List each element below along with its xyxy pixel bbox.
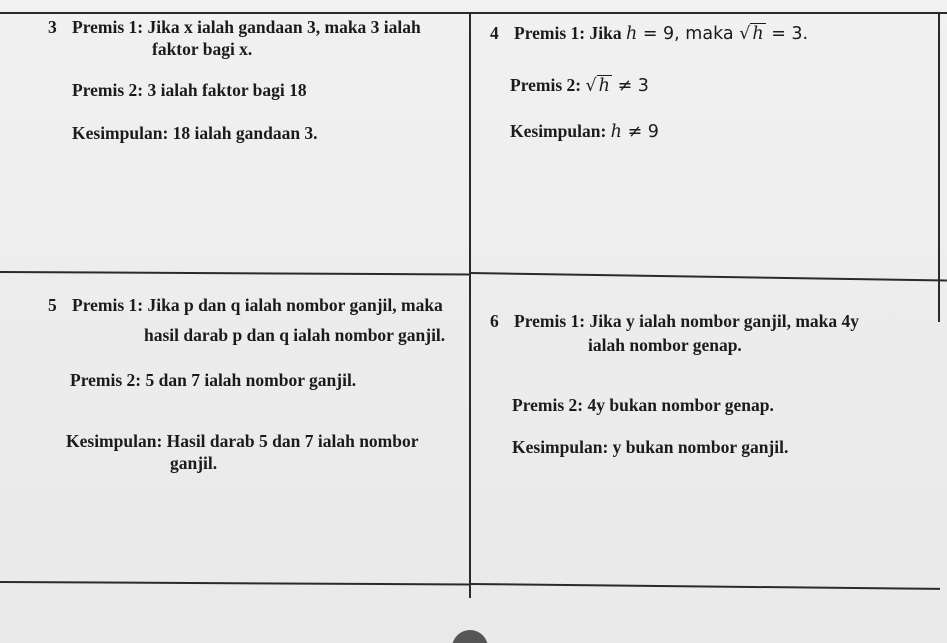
question-5-cell	[48, 294, 463, 574]
question-4-conclusion: Kesimpulan: h ≠ 9	[510, 121, 659, 142]
table-bottom-border-right	[470, 583, 940, 590]
question-5-number: 5	[48, 295, 57, 315]
question-5-premise-2: Premis 2: 5 dan 7 ialah nombor ganjil.	[70, 370, 357, 390]
question-3-conclusion: Kesimpulan: 18 ialah gandaan 3.	[72, 123, 318, 143]
table-bottom-border	[0, 581, 470, 585]
page-binding-mark	[452, 630, 488, 643]
question-5-conclusion-line-1: Kesimpulan: Hasil darab 5 dan 7 ialah nombor	[66, 431, 419, 451]
table-top-border	[0, 12, 947, 14]
question-3-premise-2: Premis 2: 3 ialah faktor bagi 18	[72, 80, 307, 100]
question-6-cell	[490, 310, 935, 570]
table-column-divider	[469, 12, 471, 598]
question-6-number: 6	[490, 311, 499, 331]
question-6-conclusion: Kesimpulan: y bukan nombor ganjil.	[512, 437, 789, 457]
square-root-symbol: √ h	[585, 76, 610, 96]
question-6-premise-1-line-1: Premis 1: Jika y ialah nombor ganjil, maka 4y	[514, 311, 860, 331]
question-4-premise-1: 4 Premis 1: Jika h = 9, maka √ h = 3.	[490, 23, 809, 44]
question-4-number: 4	[490, 23, 499, 43]
question-4-premise-2: Premis 2: √ h ≠ 3	[510, 75, 649, 96]
question-3-cell	[48, 16, 463, 266]
question-6-premise-2: Premis 2: 4y bukan nombor genap.	[512, 395, 774, 415]
table-middle-border-right	[470, 272, 947, 281]
question-5-premise-1-line-2: hasil darab p dan q ialah nombor ganjil.	[144, 325, 446, 345]
question-6-premise-1-line-2: ialah nombor genap.	[588, 335, 742, 355]
question-4-cell	[490, 22, 930, 266]
question-3-premise-1-line-1: Premis 1: Jika x ialah gandaan 3, maka 3 ialah	[72, 17, 421, 37]
table-middle-border	[0, 271, 470, 275]
question-5-premise-1-line-1: Premis 1: Jika p dan q ialah nombor ganjil, maka	[72, 295, 443, 315]
question-3-number: 3	[48, 17, 57, 37]
question-3-premise-1-line-2: faktor bagi x.	[152, 39, 253, 59]
table-right-border	[938, 12, 940, 322]
question-5-conclusion-line-2: ganjil.	[170, 453, 218, 473]
square-root-symbol: √ h	[739, 24, 764, 44]
